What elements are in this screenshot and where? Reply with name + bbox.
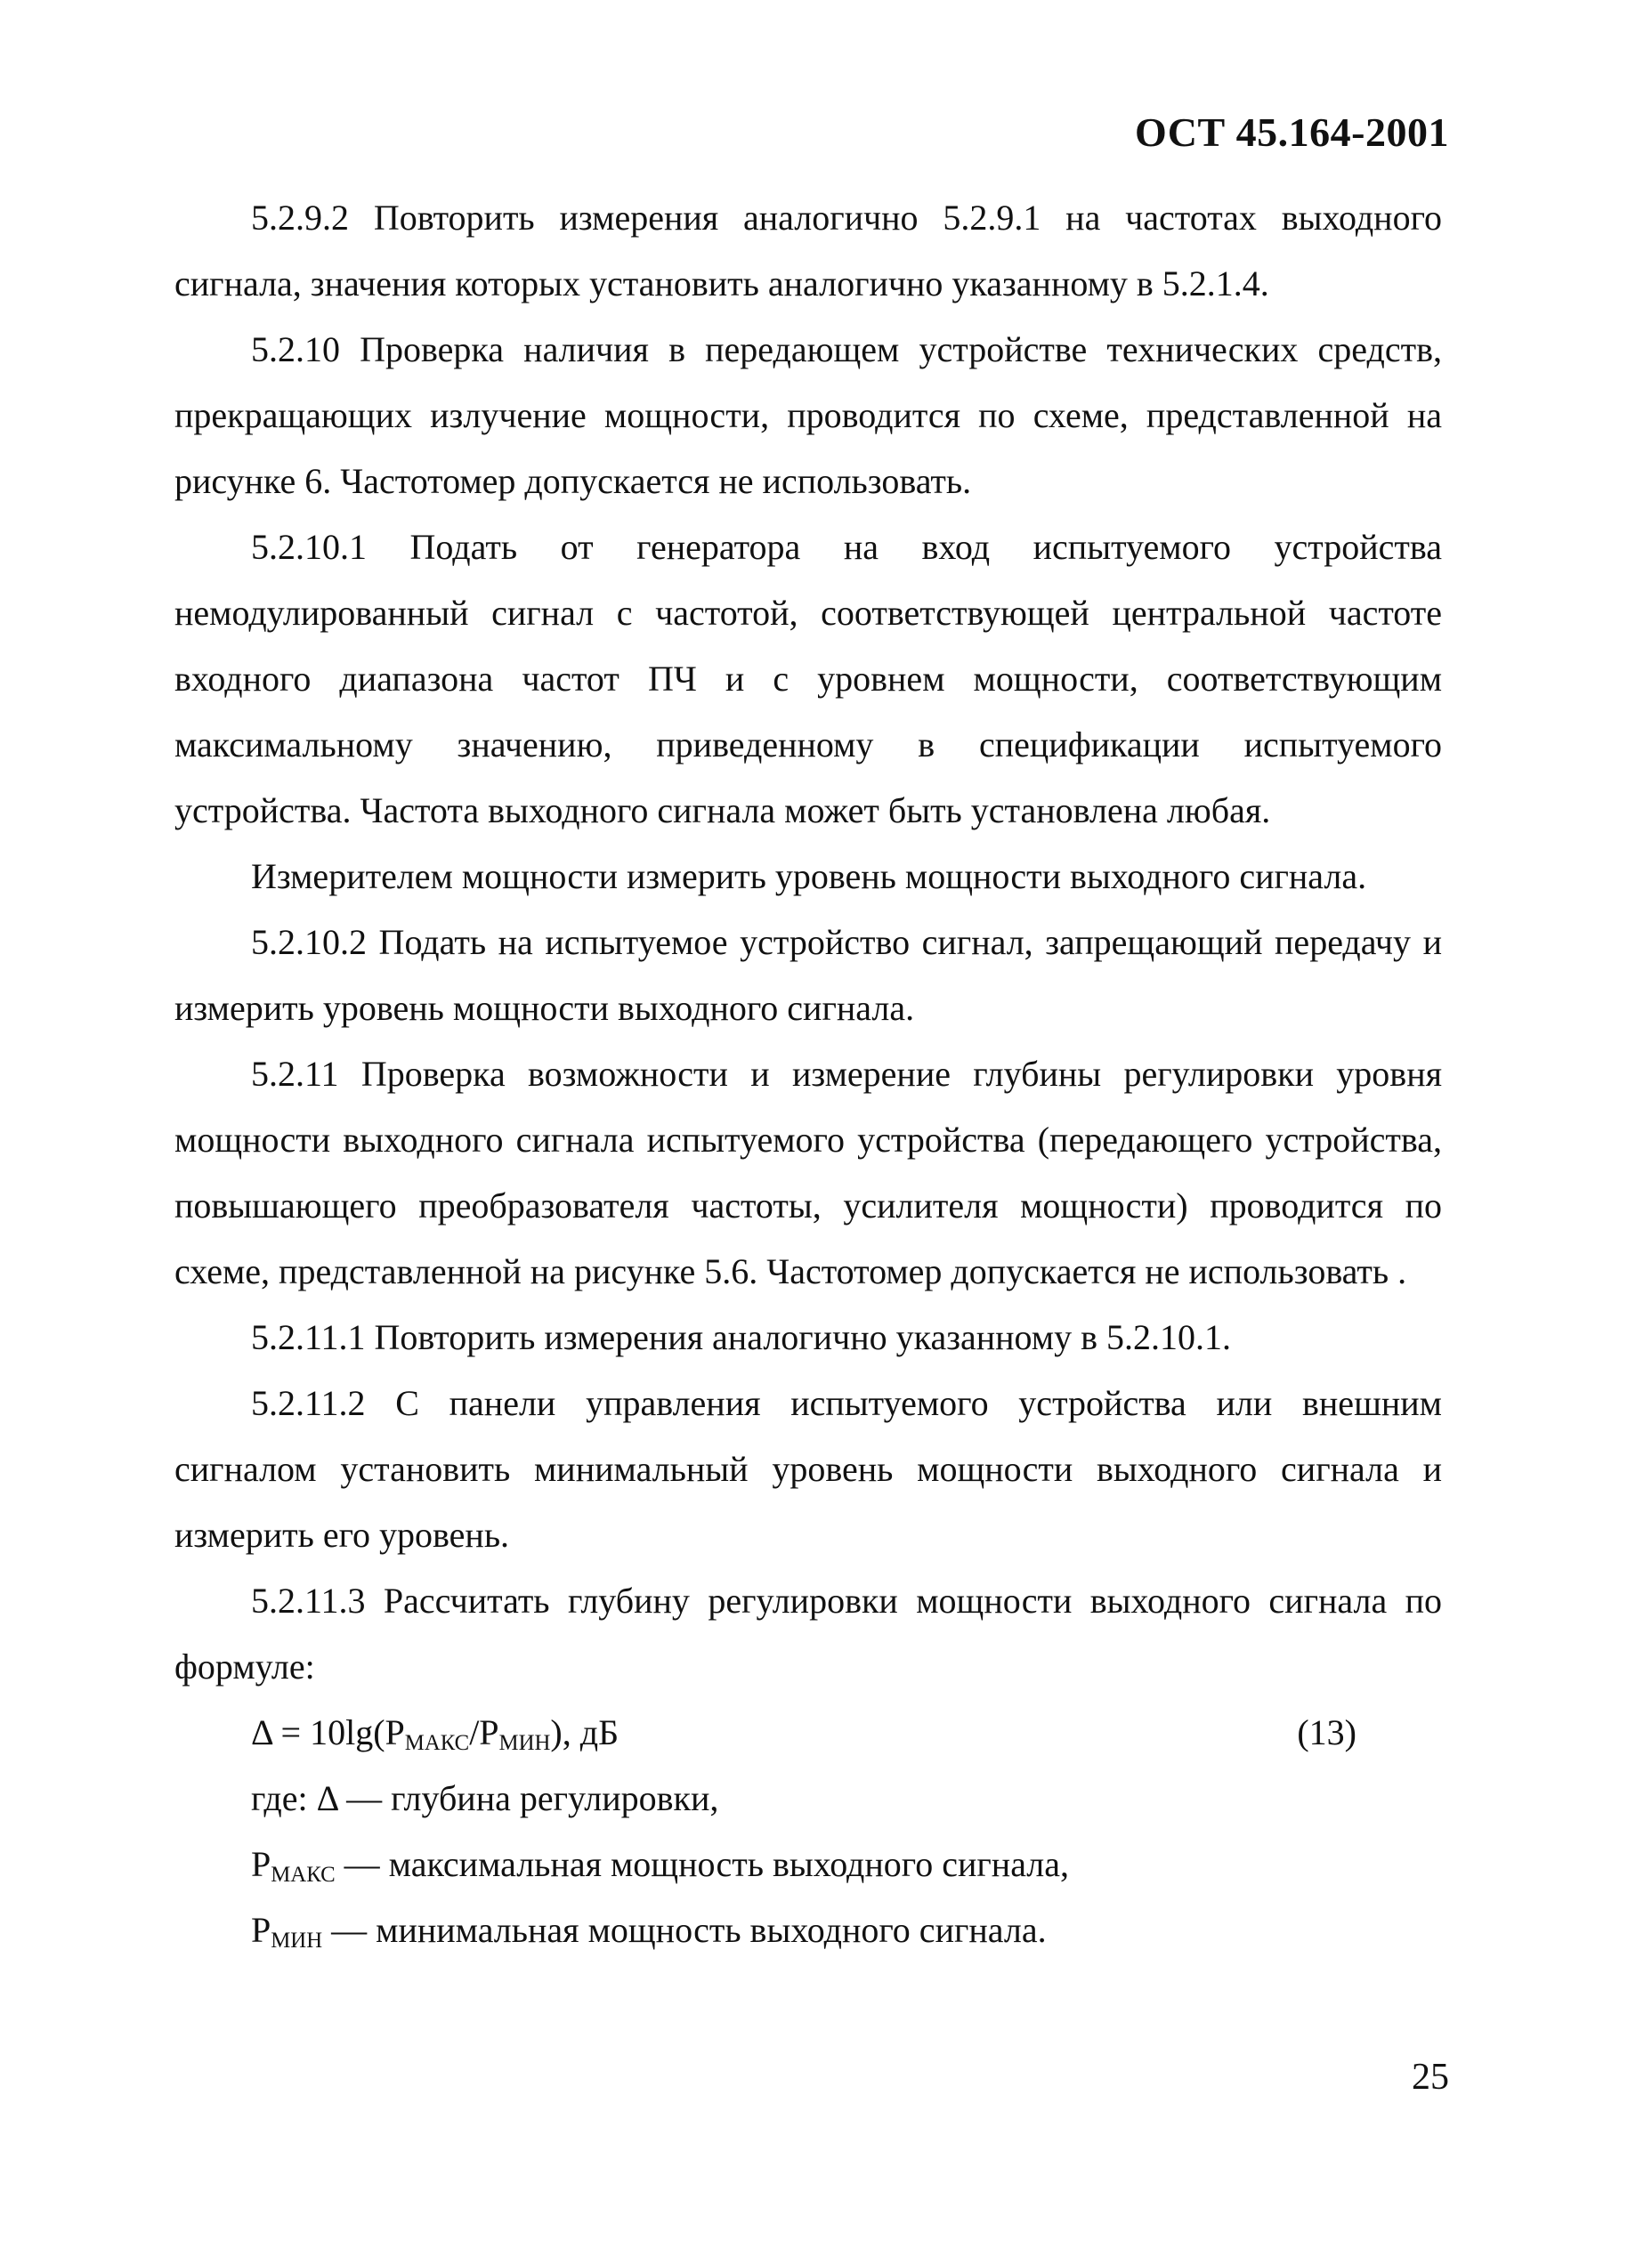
paragraph-5-2-10-1: 5.2.10.1 Подать от генератора на вход испытуемого устройства немодулированный сигнал с частотой, соответствующей центральной частоте входного диапазона частот ПЧ и с уровнем мощности, соответствующим максимальному значению, приведенному в спецификации испытуемого устройства. Частота выходного сигнала может быть установлена любая. xyxy=(174,527,1442,830)
pmax-symbol: P xyxy=(251,1844,271,1884)
formula-rhs: ), дБ xyxy=(550,1712,620,1752)
paragraph-5-2-11-1: 5.2.11.1 Повторить измерения аналогично указанному в 5.2.10.1. xyxy=(251,1317,1231,1357)
paragraph-5-2-10-2: 5.2.10.2 Подать на испытуемое устройство сигнал, запрещающий передачу и измерить уровень мощности выходного сигнала. xyxy=(174,922,1442,1028)
formula-sub-max: МАКС xyxy=(404,1731,470,1756)
document-code-header: ОСТ 45.164-2001 xyxy=(1134,109,1449,155)
formula-sub-min: МИН xyxy=(498,1731,551,1756)
formula-13 xyxy=(174,1700,1442,1766)
pmax-subscript: МАКС xyxy=(271,1863,336,1888)
paragraph-power-meter: Измерителем мощности измерить уровень мощности выходного сигнала. xyxy=(251,856,1367,896)
formula-slash: /P xyxy=(469,1712,499,1752)
paragraph-5-2-11: 5.2.11 Проверка возможности и измерение глубины регулировки уровня мощности выходного сигнала испытуемого устройства (передающего устройства, повышающего преобразователя частоты, усилителя мощности) проводится по схеме, представленной на рисунке 5.6. Частотомер допускается не использовать . xyxy=(174,1054,1442,1291)
equation-number: (13) xyxy=(1297,1712,1356,1752)
definition-pmin xyxy=(174,1897,1442,1963)
paragraph-5-2-10: 5.2.10 Проверка наличия в передающем устройстве технических средств, прекращающих излучение мощности, проводится по схеме, представленной на рисунке 6. Частотомер допускается не использовать. xyxy=(174,329,1442,501)
page-number: 25 xyxy=(1412,2057,1449,2098)
definition-delta: где: Δ — глубина регулировки, xyxy=(251,1778,719,1818)
paragraph-5-2-11-3: 5.2.11.3 Рассчитать глубину регулировки мощности выходного сигнала по формуле: xyxy=(174,1581,1442,1687)
paragraph-5-2-9-2: 5.2.9.2 Повторить измерения аналогично 5.2.9.1 на частотах выходного сигнала, значения которых установить аналогично указанному в 5.2.1.4. xyxy=(174,198,1442,303)
paragraph-5-2-11-2: 5.2.11.2 С панели управления испытуемого устройства или внешним сигналом установить минимальный уровень мощности выходного сигнала и измерить его уровень. xyxy=(174,1383,1442,1555)
pmax-description: — максимальная мощность выходного сигнала, xyxy=(335,1844,1070,1884)
formula-lhs: Δ = 10lg(P xyxy=(251,1712,405,1752)
definition-pmax xyxy=(174,1832,1442,1897)
pmin-subscript: МИН xyxy=(271,1929,323,1954)
pmin-description: — минимальная мощность выходного сигнала. xyxy=(322,1910,1047,1950)
pmin-symbol: P xyxy=(251,1910,271,1950)
document-body xyxy=(174,185,1442,1963)
